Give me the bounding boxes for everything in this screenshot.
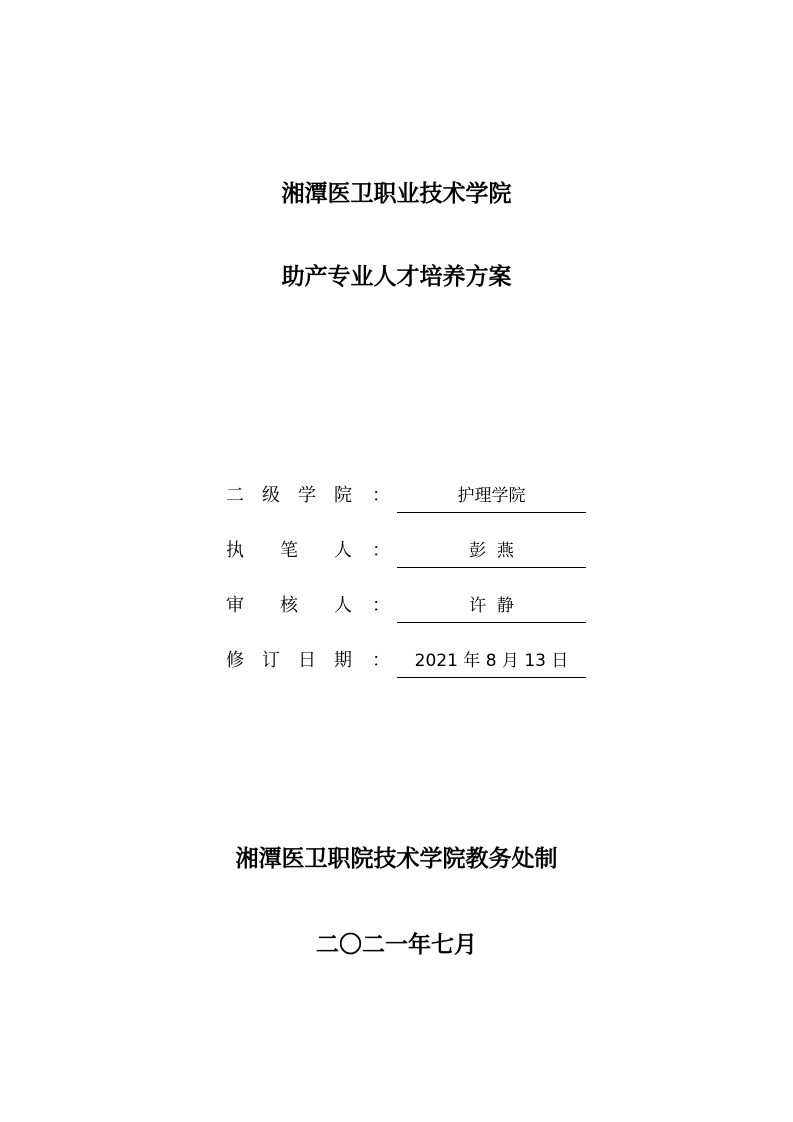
info-colon: ： — [372, 595, 390, 616]
info-value: 许 静 — [469, 596, 514, 616]
plan-title: 助产专业人才培养方案 — [281, 263, 512, 290]
info-value: 2021 年 8 月 13 日 — [414, 651, 569, 671]
info-table — [226, 476, 586, 696]
label-char: 修 — [226, 650, 244, 671]
issue-date: 二〇二一年七月 — [316, 931, 477, 958]
info-label — [226, 591, 352, 617]
info-label — [226, 646, 352, 672]
info-label — [226, 481, 352, 507]
info-row-college — [226, 476, 586, 531]
underline — [397, 622, 586, 623]
info-row-revision-date — [226, 641, 586, 696]
label-char: 人 — [334, 540, 352, 561]
info-colon: ： — [372, 540, 390, 561]
label-char: 期 — [334, 650, 352, 671]
label-char: 人 — [334, 595, 352, 616]
label-char: 核 — [280, 595, 298, 616]
info-colon: ： — [372, 650, 390, 671]
underline — [397, 567, 586, 568]
label-char: 审 — [226, 595, 244, 616]
label-char: 院 — [334, 485, 352, 506]
info-row-reviewer — [226, 586, 586, 641]
underline — [397, 512, 586, 513]
label-char: 执 — [226, 540, 244, 561]
info-value: 彭 燕 — [469, 541, 514, 561]
label-char: 日 — [298, 650, 316, 671]
info-row-author — [226, 531, 586, 586]
label-char: 订 — [262, 650, 280, 671]
label-char: 级 — [262, 485, 280, 506]
info-label — [226, 536, 352, 562]
issuer: 湘潭医卫职院技术学院教务处制 — [235, 845, 558, 872]
label-char: 二 — [226, 485, 244, 506]
label-char: 学 — [298, 485, 316, 506]
underline — [397, 677, 586, 678]
info-colon: ： — [372, 485, 390, 506]
info-value: 护理学院 — [457, 486, 526, 506]
college-title: 湘潭医卫职业技术学院 — [281, 180, 512, 207]
label-char: 笔 — [280, 540, 298, 561]
